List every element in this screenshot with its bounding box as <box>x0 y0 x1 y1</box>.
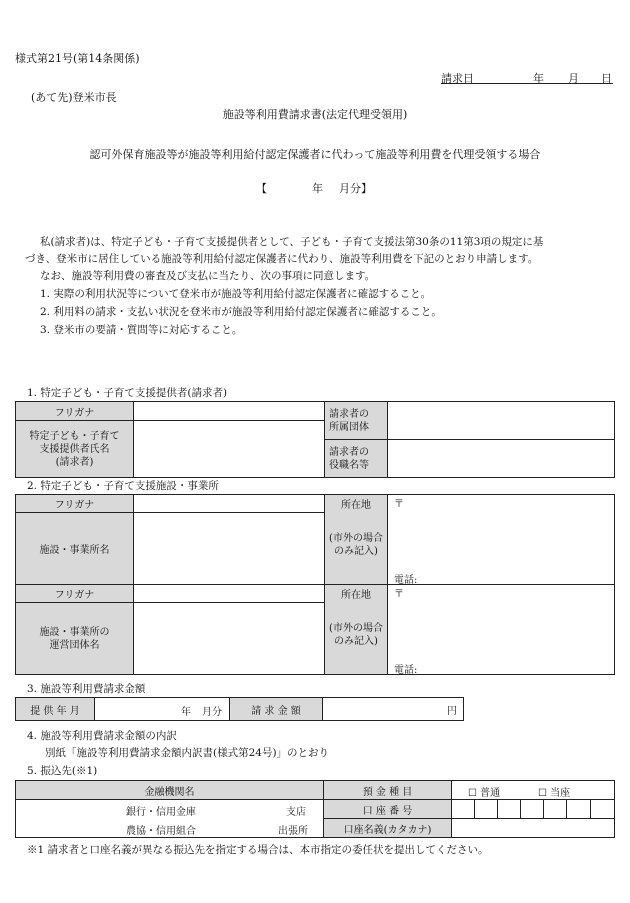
period-year: 年 <box>312 182 323 195</box>
period-open: 【 <box>256 182 267 195</box>
bank-header: 金融機関名 <box>16 781 324 800</box>
facility-name-label: 施設・事業所名 <box>16 513 134 585</box>
account-digit[interactable] <box>544 800 567 819</box>
period-field[interactable]: 年 月分 <box>95 698 230 721</box>
provider-furigana-field[interactable] <box>134 402 325 421</box>
provider-table <box>15 401 615 478</box>
account-digit[interactable] <box>475 800 498 819</box>
phone-label: 電話: <box>394 575 418 586</box>
amount-field[interactable]: 円 <box>323 698 464 721</box>
facility-furigana-field[interactable] <box>134 495 325 513</box>
section5-heading: 5. 振込先(※1) <box>27 765 98 777</box>
postal-mark: 〒 <box>394 589 404 600</box>
amount-table <box>15 697 464 721</box>
section2-heading: 2. 特定子ども・子育て支援施設・事業所 <box>27 480 219 492</box>
furigana-label: フリガナ <box>16 402 134 421</box>
postal-mark: 〒 <box>394 499 404 510</box>
operator-name-label: 施設・事業所の 運営団体名 <box>16 603 134 675</box>
operator-furigana-field[interactable] <box>134 585 325 603</box>
location-label-cell: 所在地 (市外の場合 のみ記入) <box>325 585 388 675</box>
account-name-field[interactable] <box>452 819 615 838</box>
account-digit[interactable] <box>591 800 615 819</box>
page-subtitle: 認可外保育施設等が施設等利用給付認定保護者に代わって施設等利用費を代理受領する場合 <box>89 148 541 161</box>
date-year: 年 <box>533 72 544 85</box>
checkbox-current[interactable]: ☐ 当座 <box>538 788 571 799</box>
request-date <box>441 70 613 84</box>
furigana-label: フリガナ <box>16 495 134 513</box>
amount-label: 請 求 金 額 <box>230 698 323 721</box>
deposit-type-label: 預 金 種 目 <box>324 781 452 800</box>
bank-table <box>15 780 615 838</box>
facility-address-field[interactable] <box>388 495 615 585</box>
account-digit[interactable] <box>521 800 544 819</box>
account-name-label: 口座名義(カタカナ) <box>324 819 452 838</box>
location-label-cell: 所在地 (市外の場合 のみ記入) <box>325 495 388 585</box>
org-label: 請求者の 所属団体 <box>325 402 388 440</box>
operator-name-field[interactable] <box>134 603 325 675</box>
period-month: 月分】 <box>339 182 372 195</box>
operator-address-field[interactable] <box>388 585 615 675</box>
provider-name-label: 特定子ども・子育て 支援提供者氏名 (請求者) <box>16 421 134 478</box>
provider-name-field[interactable] <box>134 421 325 478</box>
date-day: 日 <box>601 72 612 85</box>
consent-item: 1. 実際の利用状況等について登米市が施設等利用給付認定保護者に確認すること。 <box>40 288 432 300</box>
checkbox-ordinary[interactable]: ☐ 普通 <box>468 788 501 799</box>
date-label: 請求日 <box>441 72 474 85</box>
account-digit[interactable] <box>567 800 591 819</box>
facility-name-field[interactable] <box>134 513 325 585</box>
section1-heading: 1. 特定子ども・子育て支援提供者(請求者) <box>27 387 228 399</box>
role-field[interactable] <box>388 440 615 478</box>
bank-name-field[interactable]: 銀行・信用金庫 支店 農協・信用組合 出張所 <box>16 800 324 838</box>
phone-label: 電話: <box>394 665 418 676</box>
furigana-label: フリガナ <box>16 585 134 603</box>
intro-line-2: づき、登米市に居住している施設等利用給付認定保護者に代わり、施設等利用費を下記のとおり申請します。 <box>25 253 539 265</box>
role-label: 請求者の 役職名等 <box>325 440 388 478</box>
facility-table <box>15 494 615 675</box>
addressee: (あて先)登米市長 <box>31 91 117 104</box>
form-number: 様式第21号(第14条関係) <box>15 52 140 65</box>
section4-heading: 4. 施設等利用費請求金額の内訳 <box>27 730 177 742</box>
intro-line-3: なお、施設等利用費の審査及び支払に当たり、次の事項に同意します。 <box>40 270 376 282</box>
account-number-label: 口 座 番 号 <box>324 800 452 819</box>
footnote: ※1 請求者と口座名義が異なる振込先を指定する場合は、本市指定の委任状を提出してください。 <box>27 844 489 856</box>
account-digit[interactable] <box>452 800 475 819</box>
deposit-type-field[interactable] <box>452 781 615 800</box>
section4-text: 別紙「施設等利用費請求金額内訳書(様式第24号)」のとおり <box>45 747 330 759</box>
account-digit[interactable] <box>498 800 521 819</box>
section3-heading: 3. 施設等利用費請求金額 <box>27 683 146 695</box>
date-month: 月 <box>568 72 579 85</box>
consent-item: 2. 利用料の請求・支払い状況を登米市が施設等利用給付認定保護者に確認すること。 <box>40 306 442 318</box>
org-field[interactable] <box>388 402 615 440</box>
period-label: 提 供 年 月 <box>16 698 95 721</box>
consent-item: 3. 登米市の要請・質問等に対応すること。 <box>40 324 243 336</box>
page-title: 施設等利用費請求書(法定代理受領用) <box>222 108 408 121</box>
intro-line-1: 私(請求者)は、特定子ども・子育て支援提供者として、子ども・子育て支援法第30条の11第3項の規定に基 <box>40 236 544 248</box>
